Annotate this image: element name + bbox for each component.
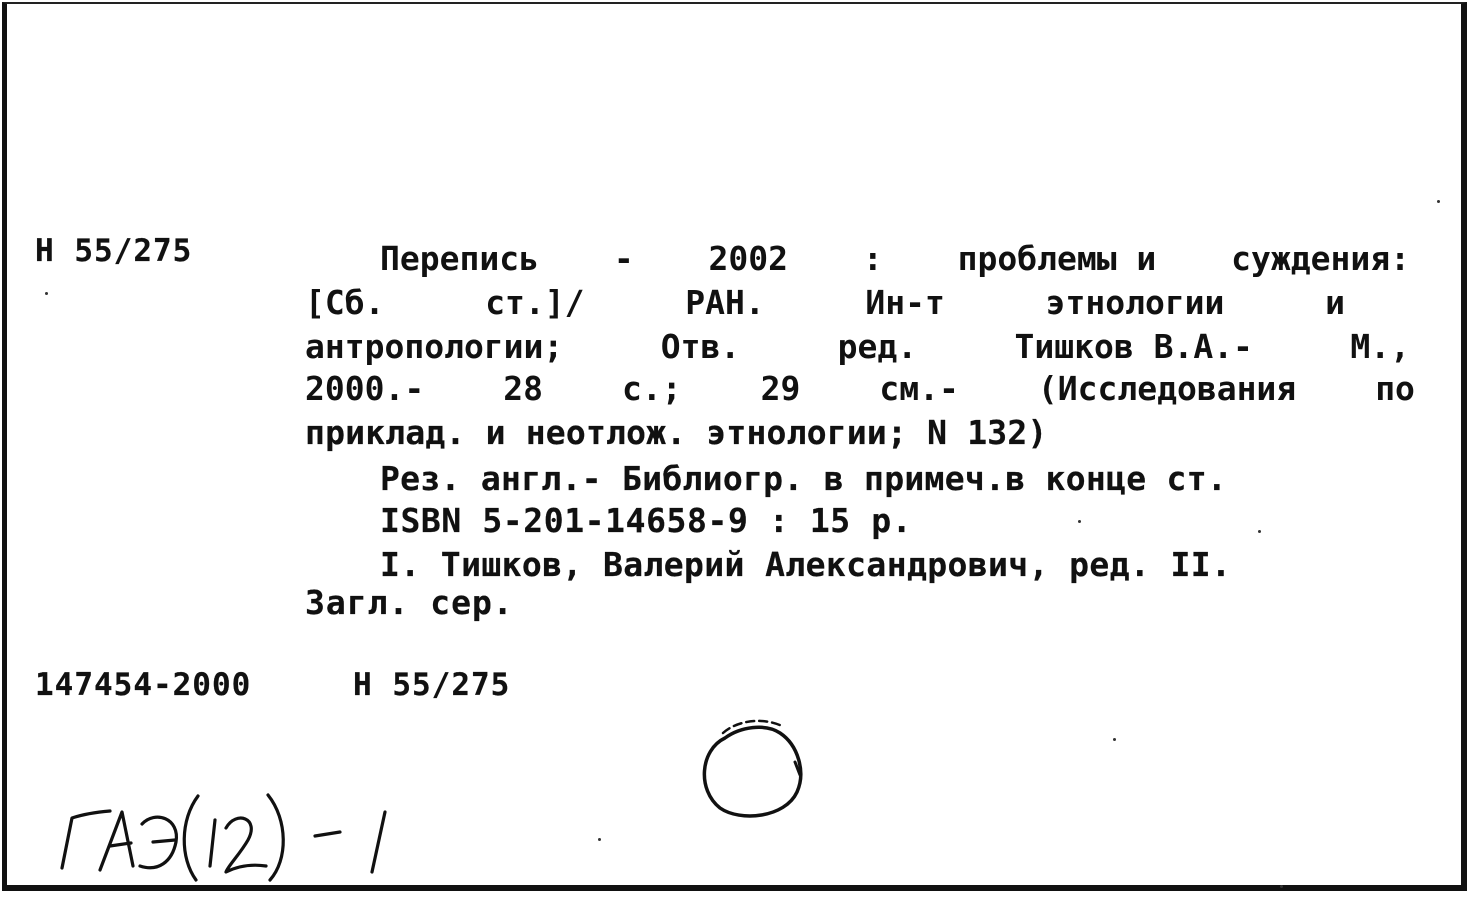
entry-word: (Исследования (1037, 369, 1297, 408)
entry-word: см.- (879, 369, 959, 408)
scan-speck (1280, 885, 1283, 888)
entry-word: и (1325, 283, 1345, 322)
series-title-line: Загл. сер. (305, 583, 514, 622)
entry-word: Тишков В.А.- (1014, 327, 1253, 366)
shelfmark: Н 55/275 (35, 233, 193, 269)
shelfmark-bottom: Н 55/275 (353, 667, 511, 703)
accession-number: 147454-2000 (35, 667, 252, 703)
entry-line-5: приклад. и неотлож. этнологии; N 132) (305, 413, 1048, 452)
entry-word: с.; (622, 369, 682, 408)
scan-speck (1258, 530, 1261, 533)
entry-word: антропологии; (305, 327, 564, 366)
entry-word: Ин-т (865, 283, 945, 322)
entry-word: Перепись (380, 239, 539, 278)
notes-line: Рез. англ.- Библиогр. в примеч.в конце ст. (380, 459, 1228, 498)
entry-word: суждения: (1231, 239, 1410, 278)
entry-word: 2000.- (305, 369, 425, 408)
circle-stamp (704, 721, 800, 816)
scan-speck (45, 292, 48, 295)
scan-speck (1113, 738, 1116, 741)
entry-word: - (613, 239, 634, 278)
entry-word: 28 (503, 369, 543, 408)
entry-word: М., (1350, 327, 1410, 366)
added-entries-line: I. Тишков, Валерий Александрович, ред. II. (380, 545, 1232, 584)
entry-word: РАН. (685, 283, 765, 322)
entry-word: ред. (837, 327, 918, 366)
entry-word: : (862, 239, 883, 278)
entry-word: [Сб. (305, 283, 385, 322)
handwritten-note (62, 795, 385, 880)
entry-word: 29 (760, 369, 801, 408)
scan-speck (1078, 520, 1081, 523)
scan-speck (1437, 200, 1440, 203)
entry-word: ст.]/ (485, 283, 585, 322)
entry-word: проблемы и (957, 239, 1157, 278)
entry-word: 2002 (708, 239, 789, 278)
isbn-line: ISBN 5-201-14658-9 : 15 р. (380, 501, 913, 540)
entry-word: по (1375, 369, 1415, 408)
scan-speck (598, 838, 601, 841)
entry-word: Отв. (660, 327, 741, 366)
entry-word: этнологии (1045, 283, 1225, 322)
